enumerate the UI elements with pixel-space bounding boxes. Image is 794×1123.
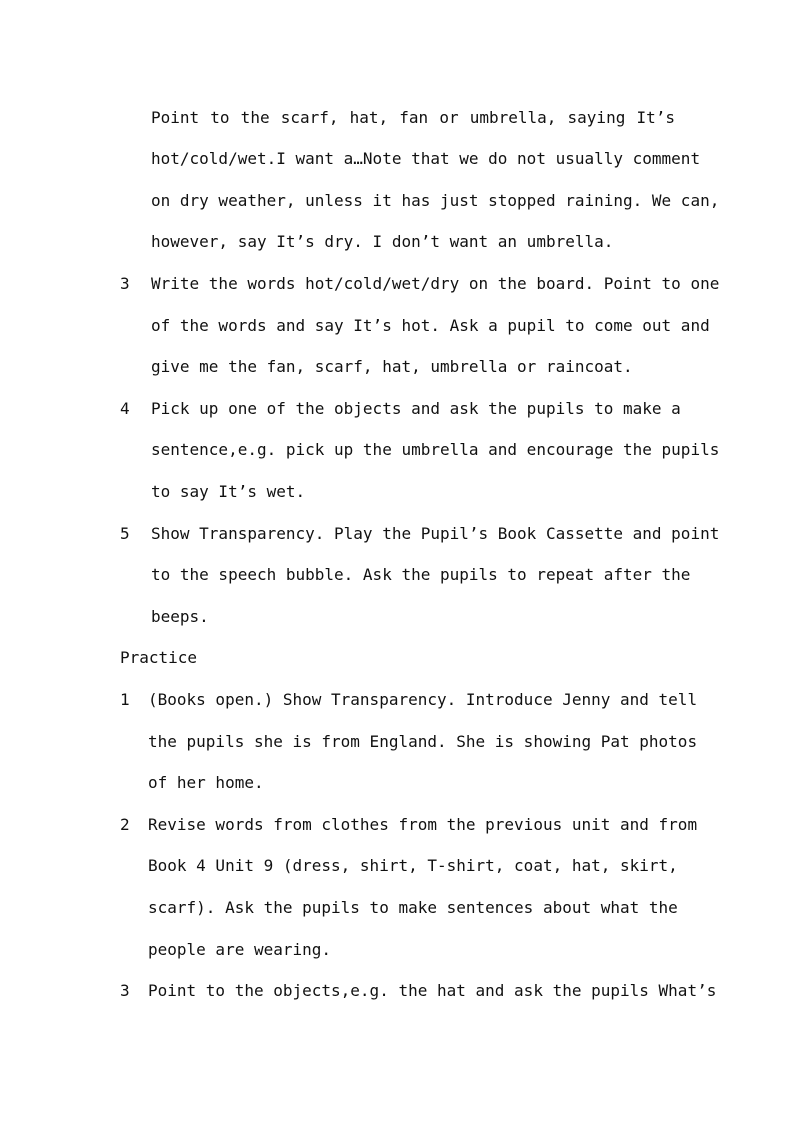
text-line: however, say It’s dry. I don’t want an umbrella. xyxy=(151,232,614,251)
text-line: scarf). Ask the pupils to make sentences about what the xyxy=(148,898,678,917)
item-number: 5 xyxy=(120,524,130,543)
text-line: to say It’s wet. xyxy=(151,482,306,501)
text-line: Show Transparency. Play the Pupil’s Book Cassette and point xyxy=(151,524,720,543)
text-line: the pupils she is from England. She is showing Pat photos xyxy=(148,732,698,751)
item-number: 2 xyxy=(120,815,130,834)
item-number: 4 xyxy=(120,399,130,418)
text-line: of her home. xyxy=(148,773,264,792)
text-line: Write the words hot/cold/wet/dry on the board. Point to one xyxy=(151,274,720,293)
text-line: on dry weather, unless it has just stopped raining. We can, xyxy=(151,191,720,210)
text-line: sentence,e.g. pick up the umbrella and encourage the pupils xyxy=(151,440,720,459)
text-line: Point to the scarf, hat, fan or umbrella, saying It’s xyxy=(151,108,675,127)
text-line: people are wearing. xyxy=(148,940,332,959)
text-line: beeps. xyxy=(151,607,209,626)
item-number: 1 xyxy=(120,690,130,709)
text-line: hot/cold/wet.I want a…Note that we do not usually comment xyxy=(151,149,701,168)
text-line: Book 4 Unit 9 (dress, shirt, T-shirt, coat, hat, skirt, xyxy=(148,856,678,875)
item-number: 3 xyxy=(120,274,130,293)
text-line: (Books open.) Show Transparency. Introduce Jenny and tell xyxy=(148,690,698,709)
text-line: Revise words from clothes from the previous unit and from xyxy=(148,815,698,834)
text-line: to the speech bubble. Ask the pupils to repeat after the xyxy=(151,565,691,584)
text-line: give me the fan, scarf, hat, umbrella or raincoat. xyxy=(151,357,633,376)
section-heading: Practice xyxy=(120,648,198,667)
text-line: Point to the objects,e.g. the hat and ask the pupils What’s xyxy=(148,981,717,1000)
text-line: of the words and say It’s hot. Ask a pupil to come out and xyxy=(151,316,710,335)
text-line: Pick up one of the objects and ask the pupils to make a xyxy=(151,399,681,418)
item-number: 3 xyxy=(120,981,130,1000)
